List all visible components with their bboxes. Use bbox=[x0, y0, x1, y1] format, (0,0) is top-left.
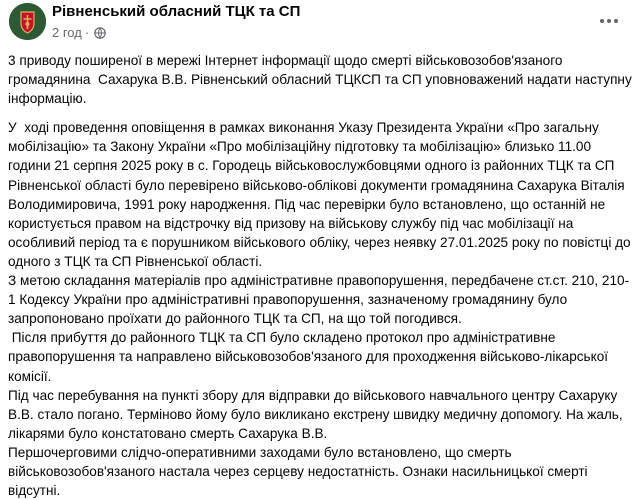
separator-dot: · bbox=[84, 25, 90, 40]
globe-icon bbox=[94, 27, 106, 39]
paragraph-gap bbox=[8, 108, 634, 118]
post-paragraph: Першочерговими слідчо-оперативними заходами було встановлено, що смерть військовозобов'язаного настала через серцеву недостатність. Ознаки насильницької смерті відсутні. bbox=[8, 444, 592, 499]
page-name[interactable]: Рівненський обласний ТЦК та СП bbox=[52, 3, 301, 20]
post-paragraph: У ході проведення оповіщення в рамках виконання Указу Президента України «Про загальну мобілізацію» та Закону України «Про мобілізаційну підготовку та мобілізацію» близько 11.00 години 21 серпня 2025 року в с. Городець військовослужбовцями одного із районних ТЦК та СП Рівненської області було перевірено військово-облікові документи громадянина Сахарука Віталія Володимировича, 1991 року народження. Під час перевірки було встановлено, що останній не користується правом на відстрочку від призову на військову службу під час мобілізації на особливий період та є порушником військового обліку, через неявку 27.01.2025 року по повістці до одного з ТЦК та СП Рівненської області. bbox=[8, 120, 635, 269]
more-dot bbox=[614, 19, 618, 23]
more-options-button[interactable] bbox=[594, 9, 624, 33]
post-text bbox=[8, 51, 634, 500]
more-dot bbox=[607, 19, 611, 23]
more-options-icon bbox=[600, 19, 604, 23]
avatar[interactable] bbox=[9, 3, 46, 40]
emblem-icon bbox=[9, 3, 46, 40]
post-meta bbox=[52, 25, 106, 40]
post-time[interactable]: 2 год bbox=[52, 25, 82, 40]
post-paragraph: 3 приводу поширеної в мережі Інтернет інформації щодо смерті військовозобов'язаного громадянина Сахарука В.В. Рівненський обласний ТЦКСП та СП уповноважений надати наступну інформацію. bbox=[8, 53, 636, 107]
post-paragraph: Під час перебування на пункті збору для відправки до військового навчального центру Сахаруку В.В. стало погано. Терміново йому було викликано екстрену швидку медичну допомогу. На жаль, лікарями було констатовано смерть Сахарука В.В. bbox=[8, 387, 627, 441]
post-paragraph: З метою складання матеріалів про адміністративне правопорушення, передбачене ст.ст. 210, 210-1 Кодексу України про адміністративні правопорушення, зазначеному громадянину було запропоновано проїхати до районного ТЦК та СП, на що той погодився. bbox=[8, 273, 630, 327]
post-header bbox=[0, 0, 640, 46]
post-paragraph: Після прибуття до районного ТЦК та СП було складено протокол про адміністративне правопорушення та направлено військовозобов'язаного для проходження військово-лікарської комісії. bbox=[8, 330, 612, 384]
